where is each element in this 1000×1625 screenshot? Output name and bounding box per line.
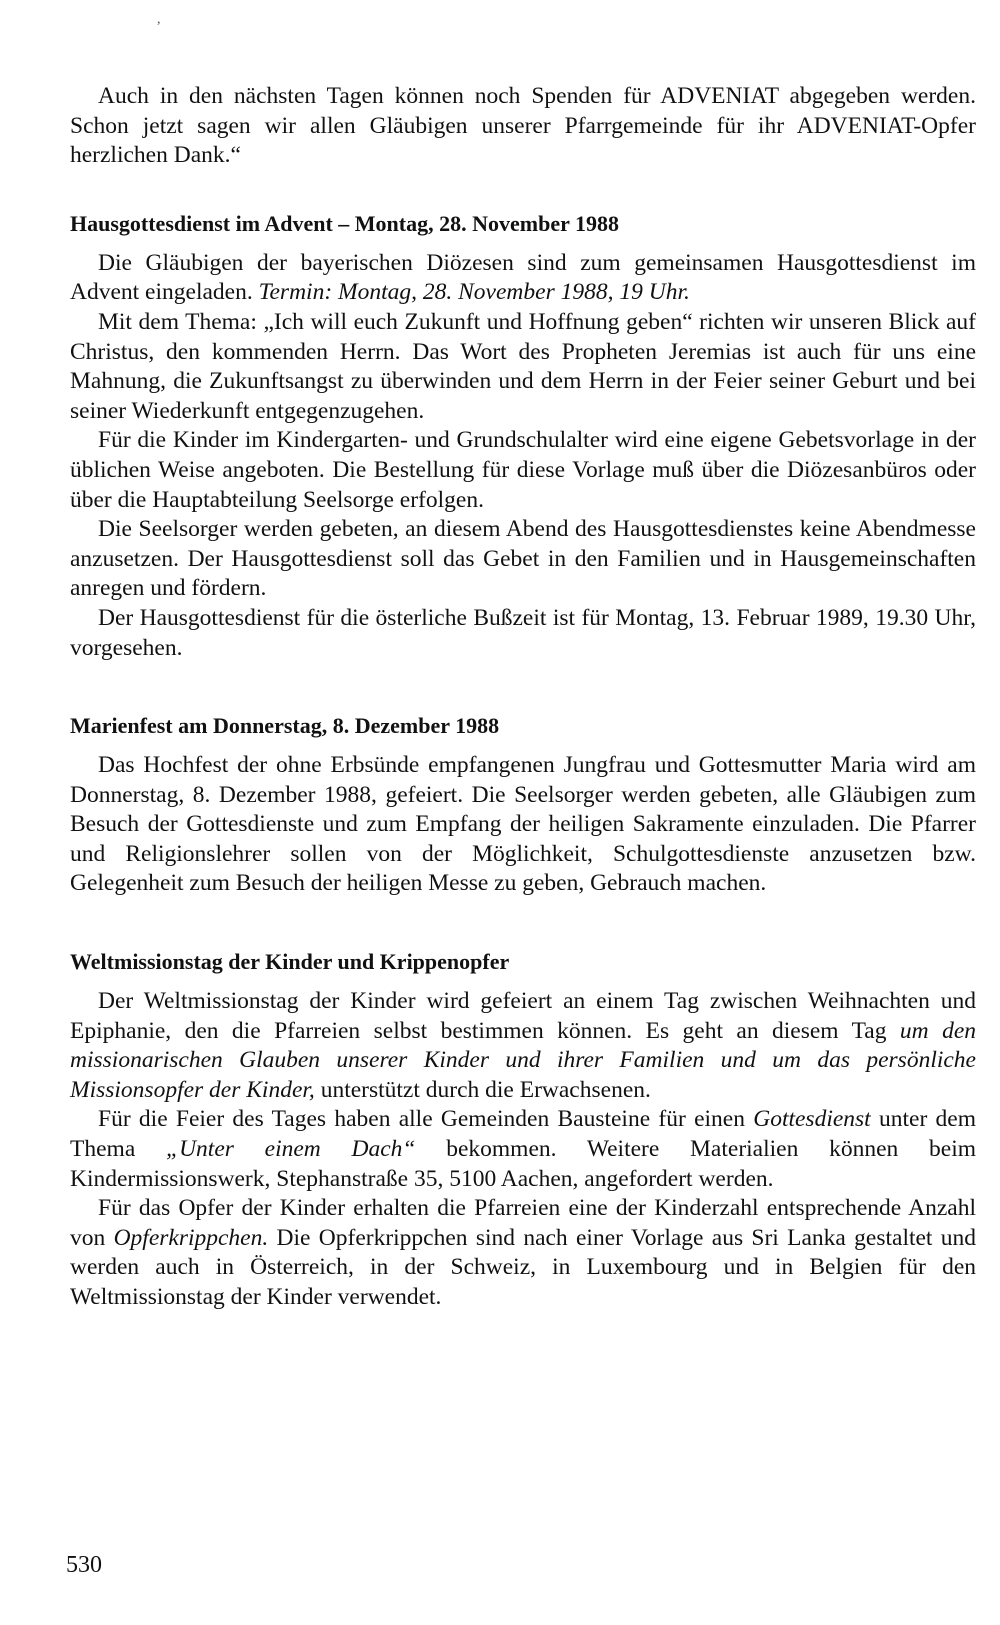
paragraph: Der Hausgottesdienst für die österliche Bußzeit ist für Montag, 13. Februar 1989, 19.30 Uhr, vorgesehen. (70, 604, 976, 661)
paragraph: Das Hochfest der ohne Erbsünde empfangenen Jungfrau und Gottesmutter Maria wird am Donnerstag, 8. Dezember 1988, gefeiert. Die Seelsorger werden gebeten, alle Gläubigen zum Besuch der Gottesdienste und zum Empfang der heiligen Sakramente einzuladen. Die Pfarrer und Religionslehrer sollen von der Möglichkeit, Schulgottesdienste anzusetzen bzw. Gelegenheit zum Besuch der heiligen Messe zu geben, Gebrauch machen. (70, 752, 976, 897)
paragraph: Für die Feier des Tages haben alle Gemeinden Bausteine für einen Gottesdienst unter dem Thema „Unter einem Dach“ bekommen. Weitere Materialien können beim Kindermissionswerk, Stephanstraße 35, 5100 Aachen, angefordert werden. (70, 1106, 977, 1192)
section-heading: Weltmissionstag der Kinder und Krippenopfer (70, 949, 510, 975)
paragraph-text: Die Gläubigen der bayerischen Diözesen sind zum gemeinsamen Hausgottesdienst im Advent eingeladen. (70, 249, 976, 306)
paragraph: Mit dem Thema: „Ich will euch Zukunft und Hoffnung geben“ richten wir unseren Blick auf Christus, den kommenden Herrn. Das Wort des Propheten Jeremias ist auch für uns eine Mahnung, die Zukunftsangst zu überwinden und dem Herrn in der Feier seiner Geburt und bei seiner Wiederkunft entgegenzugehen. (70, 308, 976, 424)
section-heading: Hausgottesdienst im Advent – Montag, 28. November 1988 (70, 210, 619, 236)
emphasis: Opferkrippchen. (113, 1224, 269, 1251)
emphasis: Gottesdienst (753, 1106, 871, 1133)
page-number: 530 (66, 1552, 102, 1578)
scan-mark: , (157, 12, 161, 27)
paragraph (70, 249, 976, 308)
emphasis: um den missionarischen Glauben unserer Kinder und ihrer Familien und um das persönliche Missionsopfer der Kinder, (70, 1017, 976, 1103)
paragraph: Für das Opfer der Kinder erhalten die Pfarreien eine der Kinderzahl entsprechende Anzahl von Opferkrippchen. Die Opferkrippchen sind nach einer Vorlage aus Sri Lanka gestaltet und werden auch in Österreich, in der Schweiz, in Luxembourg und in Belgien für den Weltmissionstag der Kinder verwendet. (70, 1195, 977, 1310)
date-emphasis: Termin: Montag, 28. November 1988, 19 Uhr. (258, 279, 690, 306)
section-hausgottesdienst (70, 209, 976, 663)
section-marienfest (70, 711, 976, 899)
intro-paragraph: Auch in den nächsten Tagen können noch Spenden für ADVENIAT abgegeben werden. Schon jetzt sagen wir allen Gläubigen unserer Pfarrgemeinde für ihr ADVENIAT-Opfer herzlichen Dank.“ (70, 83, 976, 169)
section-heading: Marienfest am Donnerstag, 8. Dezember 1988 (70, 713, 500, 739)
document-page (70, 82, 976, 1313)
paragraph: Die Seelsorger werden gebeten, an diesem Abend des Hausgottesdienstes keine Abendmesse anzusetzen. Der Hausgottesdienst soll das Gebet in den Familien und in Hausgemeinschaften anregen und fördern. (70, 516, 976, 602)
paragraph: Der Weltmissionstag der Kinder wird gefeiert an einem Tag zwischen Weihnachten und Epiphanie, den die Pfarreien selbst bestimmen können. Es geht an diesem Tag um den missionarischen Glauben unserer Kinder und ihrer Familien und um das persönliche Missionsopfer der Kinder, unterstützt durch die Erwachsenen. (70, 988, 976, 1103)
paragraph: Für die Kinder im Kindergarten- und Grundschulalter wird eine eigene Gebetsvorlage in der üblichen Weise angeboten. Die Bestellung für diese Vorlage muß über die Diözesanbüros oder über die Hauptabteilung Seelsorge erfolgen. (70, 427, 976, 513)
section-weltmissionstag (70, 947, 976, 1313)
emphasis: „Unter einem Dach“ (166, 1136, 416, 1163)
